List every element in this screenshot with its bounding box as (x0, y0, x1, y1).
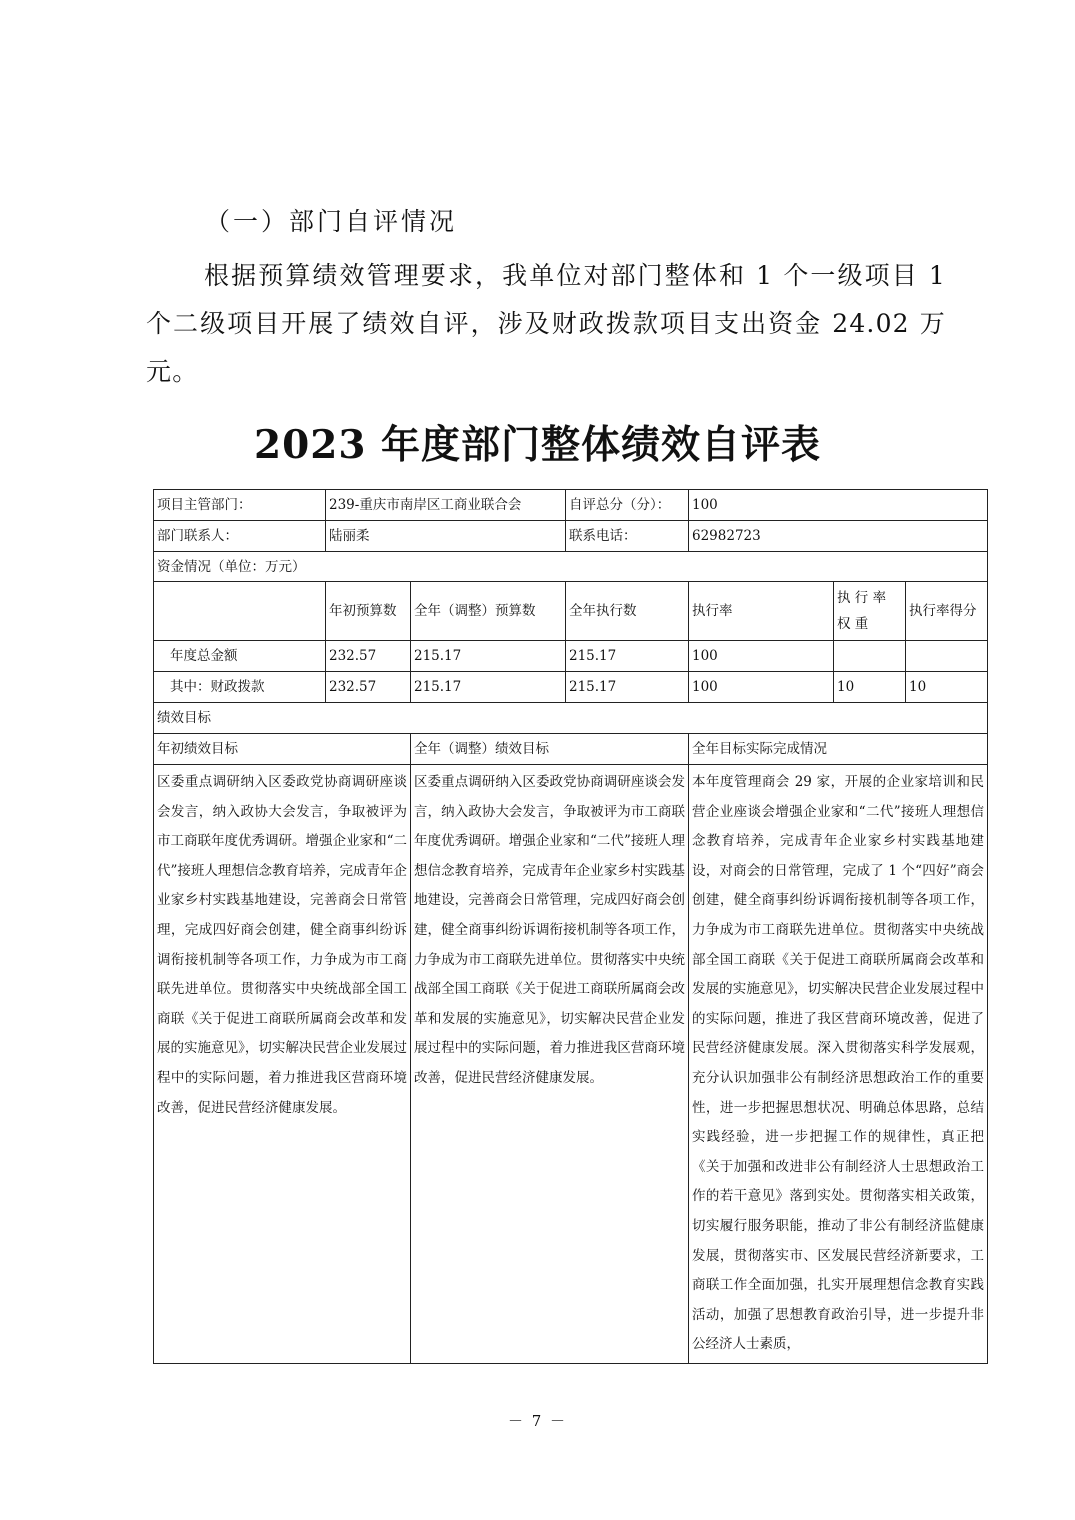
table-title: 2023 年度部门整体绩效自评表 (253, 422, 822, 468)
contact-label: 部门联系人： (154, 521, 326, 552)
funds-cell (834, 641, 906, 672)
page-number: － 7 － (507, 1412, 568, 1430)
funds-row-fiscal (154, 672, 988, 703)
score-value: 100 (689, 490, 988, 521)
funds-cell: 232.57 (326, 672, 411, 703)
funds-header-cell: 全年执行数 (566, 582, 689, 641)
goals-initial-text: 区委重点调研纳入区委政党协商调研座谈会发言，纳入政协大会发言，争取被评为市工商联年度优秀调研。增强企业家和“二代”接班人理想信念教育培养，完成青年企业家乡村实践基地建设，完善商会日常管理，完成四好商会创建，健全商事纠纷诉调衔接机制等各项工作，力争成为市工商联先进单位。贯彻落实中央统战部全国工商联《关于促进工商联所属商会改革和发展的实施意见》，切实解决民营企业发展过程中的实际问题，着力推进我区营商环境改善，促进民营经济健康发展。 (154, 765, 411, 1364)
funds-header-cell: 全年（调整）预算数 (411, 582, 566, 641)
info-row-department (154, 490, 988, 521)
funds-cell: 100 (689, 641, 834, 672)
goals-section-label: 绩效目标 (154, 703, 988, 734)
funds-row-total (154, 641, 988, 672)
dept-label: 项目主管部门： (154, 490, 326, 521)
funds-header-cell: 年初预算数 (326, 582, 411, 641)
funds-cell: 10 (834, 672, 906, 703)
funds-row-label: 年度总金额 (154, 641, 326, 672)
funds-header-row (154, 582, 988, 641)
phone-value: 62982723 (689, 521, 988, 552)
goals-content-row (154, 765, 988, 1364)
dept-value: 239-重庆市南岸区工商业联合会 (326, 490, 566, 521)
goals-actual-text: 本年度管理商会 29 家，开展的企业家培训和民营企业座谈会增强企业家和“二代”接班人理想信念教育培养，完成青年企业家乡村实践基地建设，对商会的日常管理，完成了 1 个“四好”商会创建，健全商事纠纷诉调衔接机制等各项工作，力争成为市工商联先进单位。贯彻落实中央统战部全国工商联《关于促进工商联所属商会改革和发展的实施意见》，切实解决民营企业发展过程中的实际问题，推进了我区营商环境改善，促进了民营经济健康发展。深入贯彻落实科学发展观，充分认识加强非公有制经济思想政治工作的重要性，进一步把握思想状况、明确总体思路，总结实践经验，进一步把握工作的规律性，真正把《关于加强和改进非公有制经济人士思想政治工作的若干意见》落到实处。贯彻落实相关政策，切实履行服务职能，推动了非公有制经济监健康发展，贯彻落实市、区发展民营经济新要求，工商联工作全面加强，扎实开展理想信念教育实践活动，加强了思想教育政治引导，进一步提升非公经济人士素质， (689, 765, 988, 1364)
funds-cell: 215.17 (411, 672, 566, 703)
self-evaluation-table (153, 489, 988, 1364)
funds-header-cell: 执行率得分 (906, 582, 988, 641)
goals-header-row (154, 734, 988, 765)
goals-header-initial: 年初绩效目标 (154, 734, 411, 765)
contact-value: 陆丽柔 (326, 521, 566, 552)
funds-header-cell: 执行率 (689, 582, 834, 641)
funds-header-cell: 执 行 率 权 重 (834, 582, 906, 641)
funds-cell (906, 641, 988, 672)
funds-cell: 10 (906, 672, 988, 703)
funds-header-cell (154, 582, 326, 641)
phone-label: 联系电话： (566, 521, 689, 552)
intro-paragraph: 根据预算绩效管理要求，我单位对部门整体和 1 个一级项目 1 个二级项目开展了绩效自评，涉及财政拨款项目支出资金 24.02 万元。 (146, 261, 946, 386)
funds-section-label: 资金情况（单位：万元） (154, 552, 988, 582)
goals-header-adjusted: 全年（调整）绩效目标 (411, 734, 689, 765)
goals-adjusted-text: 区委重点调研纳入区委政党协商调研座谈会发言，纳入政协大会发言，争取被评为市工商联年度优秀调研。增强企业家和“二代”接班人理想信念教育培养，完成青年企业家乡村实践基地建设，完善商会日常管理，完成四好商会创建，健全商事纠纷诉调衔接机制等各项工作，力争成为市工商联先进单位。贯彻落实中央统战部全国工商联《关于促进工商联所属商会改革和发展的实施意见》，切实解决民营企业发展过程中的实际问题，着力推进我区营商环境改善，促进民营经济健康发展。 (411, 765, 689, 1364)
funds-cell: 215.17 (566, 641, 689, 672)
section-heading: （一）部门自评情况 (205, 207, 458, 236)
funds-cell: 215.17 (411, 641, 566, 672)
funds-cell: 100 (689, 672, 834, 703)
goals-section-row (154, 703, 988, 734)
funds-cell: 232.57 (326, 641, 411, 672)
info-row-contact (154, 521, 988, 552)
funds-section-row (154, 552, 988, 582)
goals-header-actual: 全年目标实际完成情况 (689, 734, 988, 765)
funds-cell: 215.17 (566, 672, 689, 703)
score-label: 自评总分（分）： (566, 490, 689, 521)
funds-row-label: 其中：财政拨款 (154, 672, 326, 703)
